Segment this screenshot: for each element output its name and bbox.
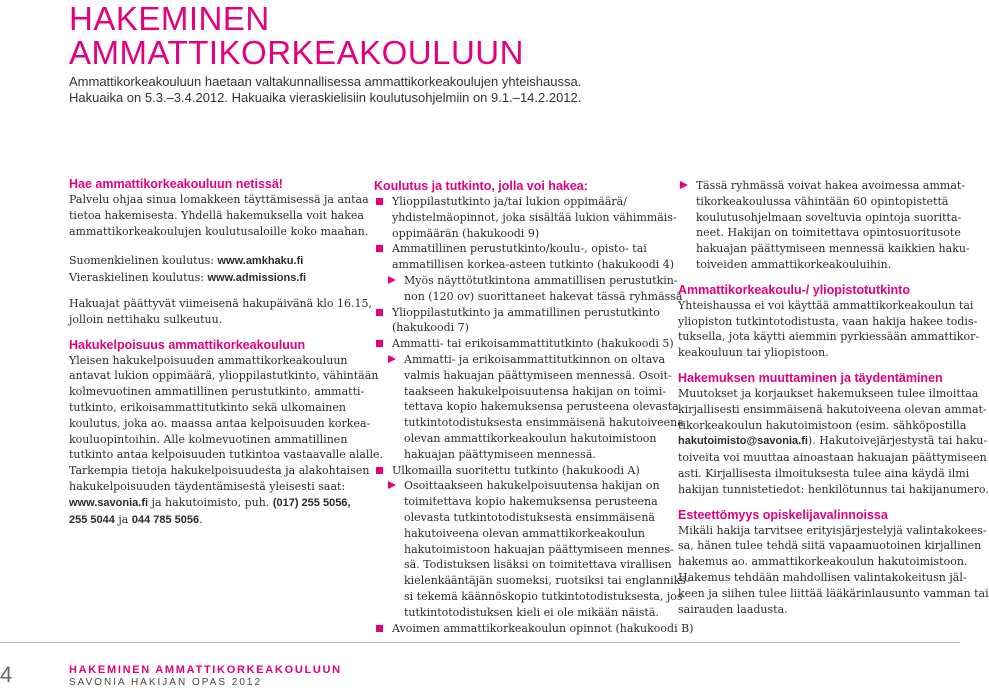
footer-section-title: HAKEMINEN AMMATTIKORKEAKOULUUN bbox=[69, 664, 342, 676]
body-line: koulutus, joka ao. maassa antaa kelpoisuuden korkea- bbox=[69, 416, 371, 430]
body-line: asti. Kirjallisesta ilmoituksesta tulee aina käydä ilmi bbox=[678, 466, 970, 480]
triangle-bullet-icon bbox=[680, 181, 688, 189]
phone-number: 255 5044 bbox=[69, 513, 115, 526]
online-application-heading: Hae ammattikorkeakouluun netissä! bbox=[69, 177, 283, 191]
sub-list-item: Myös näyttötutkintona ammatillisen perustutkin- non (120 ov) suorittaneet hakevat tässä ryhmässä bbox=[374, 273, 674, 305]
body-line: Muutokset ja korjaukset hakemukseen tulee ilmoittaa bbox=[678, 386, 979, 400]
list-item: Ylioppilastutkinto ja ammatillinen perustutkinto (hakukoodi 7) bbox=[374, 305, 674, 337]
body-line: hakukelpoisuuden täydentämisestä yleisesti saat: bbox=[69, 479, 346, 493]
left-column bbox=[69, 176, 383, 528]
list-item: Ylioppilastutkinto ja/tai lukion oppimäärä/ yhdistelmäopinnot, joka sisältää lukion vähimmäis- oppimäärän (hakukoodi 9) bbox=[374, 194, 674, 241]
sub-list-item: Osoittaakseen hakukelpoisuutensa hakijan on toimitettava kopio hakemuksensa perusteena olevasta tutkintotodistuksesta ensimmäisenä hakutoiveena olevan ammattikorkeakoulun hakutoimistoon hakuajan päättymiseen mennes- sä. Todistuksen lisäksi on toimitettava virallisen kielenkääntäjän suomeksi, ruotsiksi tai englanniks- si tekemä käännöskopio tutkintotodistuksesta, jos tutkintotodistuksen kieli ei ole mikään näistä. bbox=[374, 478, 674, 620]
foreign-education-line: Vieraskielinen koulutus: www.admissions.fi bbox=[69, 271, 307, 285]
amkhaku-link[interactable]: www.amkhaku.fi bbox=[217, 255, 304, 268]
body-line: tutkinto antaa kelpoisuuden tutkintoa vastaavalle alalle. bbox=[69, 448, 383, 462]
title-line: AMMATTIKORKEAKOULUUN bbox=[69, 34, 524, 71]
triangle-bullet-icon bbox=[388, 355, 396, 363]
body-line: toiveita voi muuttaa ainoastaan hakuajan päättymiseen bbox=[678, 451, 987, 465]
intro-text bbox=[69, 74, 689, 106]
body-line: hakijan tunnistetiedot: henkilötunnus tai hakijanumero. bbox=[678, 482, 989, 496]
list-item: Ammatti- tai erikoisammattitutkinto (hakukoodi 5) bbox=[374, 336, 674, 352]
body-line: sairauden laadusta. bbox=[678, 602, 788, 616]
sub-list-item: Tässä ryhmässä voivat hakea avoimessa ammat- tikorkeakoulussa vähintään 60 opintopistettä koulutusohjelmaan soveltuvia opintoja suoritta- neet. Hakijan on toimitettava opintosuoritusote hakuajan päättymiseen mennessä kaikkien haku- toiveiden ammattikorkeakouluihin. bbox=[678, 178, 958, 273]
body-line: Tarkempia tietoja hakukelpoisuudesta ja alakohtaisen bbox=[69, 464, 370, 478]
footer-divider bbox=[0, 642, 960, 643]
body-line: tutkinto, erikoisammattitutkinto sekä ulkomainen bbox=[69, 400, 346, 414]
sub-list-item: Ammatti- ja erikoisammattitutkinnon on oltava valmis hakuajan päättymiseen mennessä. Osoit- taakseen hakukelpoisuutensa hakijan on toimi- tettava kopio hakemuksensa perusteena olevasta tutkintotodistuksesta ensimmäisenä hakutoiveena olevan ammattikorkeakoulun hakutoimistoon hakuajan päättymiseen mennessä. bbox=[374, 352, 674, 463]
page-title bbox=[69, 2, 524, 70]
title-line: HAKEMINEN bbox=[69, 0, 270, 37]
admissions-link[interactable]: www.admissions.fi bbox=[207, 272, 307, 285]
body-line: Yhteishaussa ei voi käyttää ammattikorkeakoulun tai bbox=[678, 298, 974, 312]
body-line: Yleisen hakukelpoisuuden ammattikorkeakouluun bbox=[69, 353, 348, 367]
body-line: antavat lukion oppimäärä, ylioppilastutkinto, vähintään bbox=[69, 369, 379, 383]
middle-column bbox=[374, 178, 694, 636]
body-line: ammattikorkeakoulujen koulutusaloille koko maahan. bbox=[69, 224, 369, 238]
square-bullet-icon bbox=[376, 625, 383, 632]
triangle-bullet-icon bbox=[388, 276, 396, 284]
body-line: jolloin nettihaku sulkeutuu. bbox=[69, 312, 223, 326]
email-link[interactable]: hakutoimisto@savonia.fi bbox=[678, 435, 808, 448]
intro-line: Ammattikorkeakouluun haetaan valtakunnallisessa ammattikorkeakoulujen yhteishaussa. bbox=[69, 74, 582, 89]
body-line: Palvelu ohjaa sinua lomakkeen täyttämisessä ja antaa bbox=[69, 193, 369, 206]
page-number: 4 bbox=[0, 662, 13, 687]
list-item: Ulkomailla suoritettu tutkinto (hakukoodi A) bbox=[374, 463, 674, 479]
square-bullet-icon bbox=[376, 245, 383, 252]
finnish-education-line: Suomenkielinen koulutus: www.amkhaku.fi bbox=[69, 254, 304, 268]
body-line: kirjallisesti ensimmäisenä hakutoiveena olevan ammat- bbox=[678, 402, 987, 416]
contact-line: www.savonia.fi ja hakutoimisto, puh. (017) 255 5056, bbox=[69, 495, 351, 509]
list-item: Avoimen ammattikorkeakoulun opinnot (hakukoodi B) bbox=[374, 621, 674, 637]
square-bullet-icon bbox=[376, 340, 383, 347]
accessibility-heading: Esteettömyys opiskelijavalinnoissa bbox=[678, 507, 888, 522]
body-line: hakemus ao. ammattikorkeakoulun hakutoimistoon. bbox=[678, 555, 968, 569]
phone-number: (017) 255 5056, bbox=[272, 496, 351, 509]
body-line: kouluopintoihin. Alle kolmevuotinen ammatillinen bbox=[69, 432, 348, 446]
right-column bbox=[678, 178, 989, 617]
body-line: sa, hänen tulee tehdä siitä vapaamuotoinen kirjallinen bbox=[678, 539, 982, 553]
phone-number: 044 785 5056 bbox=[131, 513, 200, 526]
intro-line: Hakuaika on 5.3.–3.4.2012. Hakuaika vieraskielisiin koulutusohjelmiin on 9.1.–14.2.2012. bbox=[69, 90, 582, 105]
email-line: hakutoimisto@savonia.fi). Hakutoivejärjestystä tai haku- bbox=[678, 434, 988, 448]
body-line: keakouluun tai yliopistoon. bbox=[678, 346, 829, 360]
body-line: Hakemus tehdään mahdollisen valintakokeitusn jäl- bbox=[678, 570, 967, 584]
body-line: kolmevuotinen ammatillinen perustutkinto, ammatti- bbox=[69, 385, 365, 399]
body-line: keen ja siihen tulee liittää lääkärinlausunto vamman tai bbox=[678, 586, 989, 600]
degree-heading: Ammattikorkeakoulu-/ yliopistotutkinto bbox=[678, 282, 910, 297]
qualifications-heading: Koulutus ja tutkinto, jolla voi hakea: bbox=[374, 179, 588, 193]
contact-line: 255 5044 ja 044 785 5056. bbox=[69, 512, 203, 526]
square-bullet-icon bbox=[376, 467, 383, 474]
square-bullet-icon bbox=[376, 198, 383, 205]
body-line: tikorkeakoulun hakutoimistoon (esim. sähköpostilla bbox=[678, 418, 967, 432]
body-line: Hakuajat päättyvät viimeisenä hakupäivänä klo 16.15, bbox=[69, 296, 372, 310]
square-bullet-icon bbox=[376, 309, 383, 316]
body-line: Mikäli hakija tarvitsee erityisjärjestelyjä valintakokees- bbox=[678, 523, 987, 537]
list-item: Ammatillinen perustutkinto/koulu-, opisto- tai ammatillisen korkea-asteen tutkinto (hakukoodi 4) bbox=[374, 241, 674, 273]
body-line: tuksella, jota käytti aiemmin pyrkiessään ammattikor- bbox=[678, 330, 980, 344]
eligibility-heading: Hakukelpoisuus ammattikorkeakouluun bbox=[69, 337, 306, 352]
body-line: tietoa hakemisesta. Yhdellä hakemuksella voit hakea bbox=[69, 208, 364, 222]
footer-publication-title: SAVONIA HAKIJAN OPAS 2012 bbox=[69, 677, 263, 688]
triangle-bullet-icon bbox=[388, 481, 396, 489]
savonia-link[interactable]: www.savonia.fi bbox=[69, 496, 149, 509]
application-changes-heading: Hakemuksen muuttaminen ja täydentäminen bbox=[678, 370, 943, 385]
body-line: yliopiston tutkintotodistusta, vaan hakija hakee todis- bbox=[678, 314, 978, 328]
